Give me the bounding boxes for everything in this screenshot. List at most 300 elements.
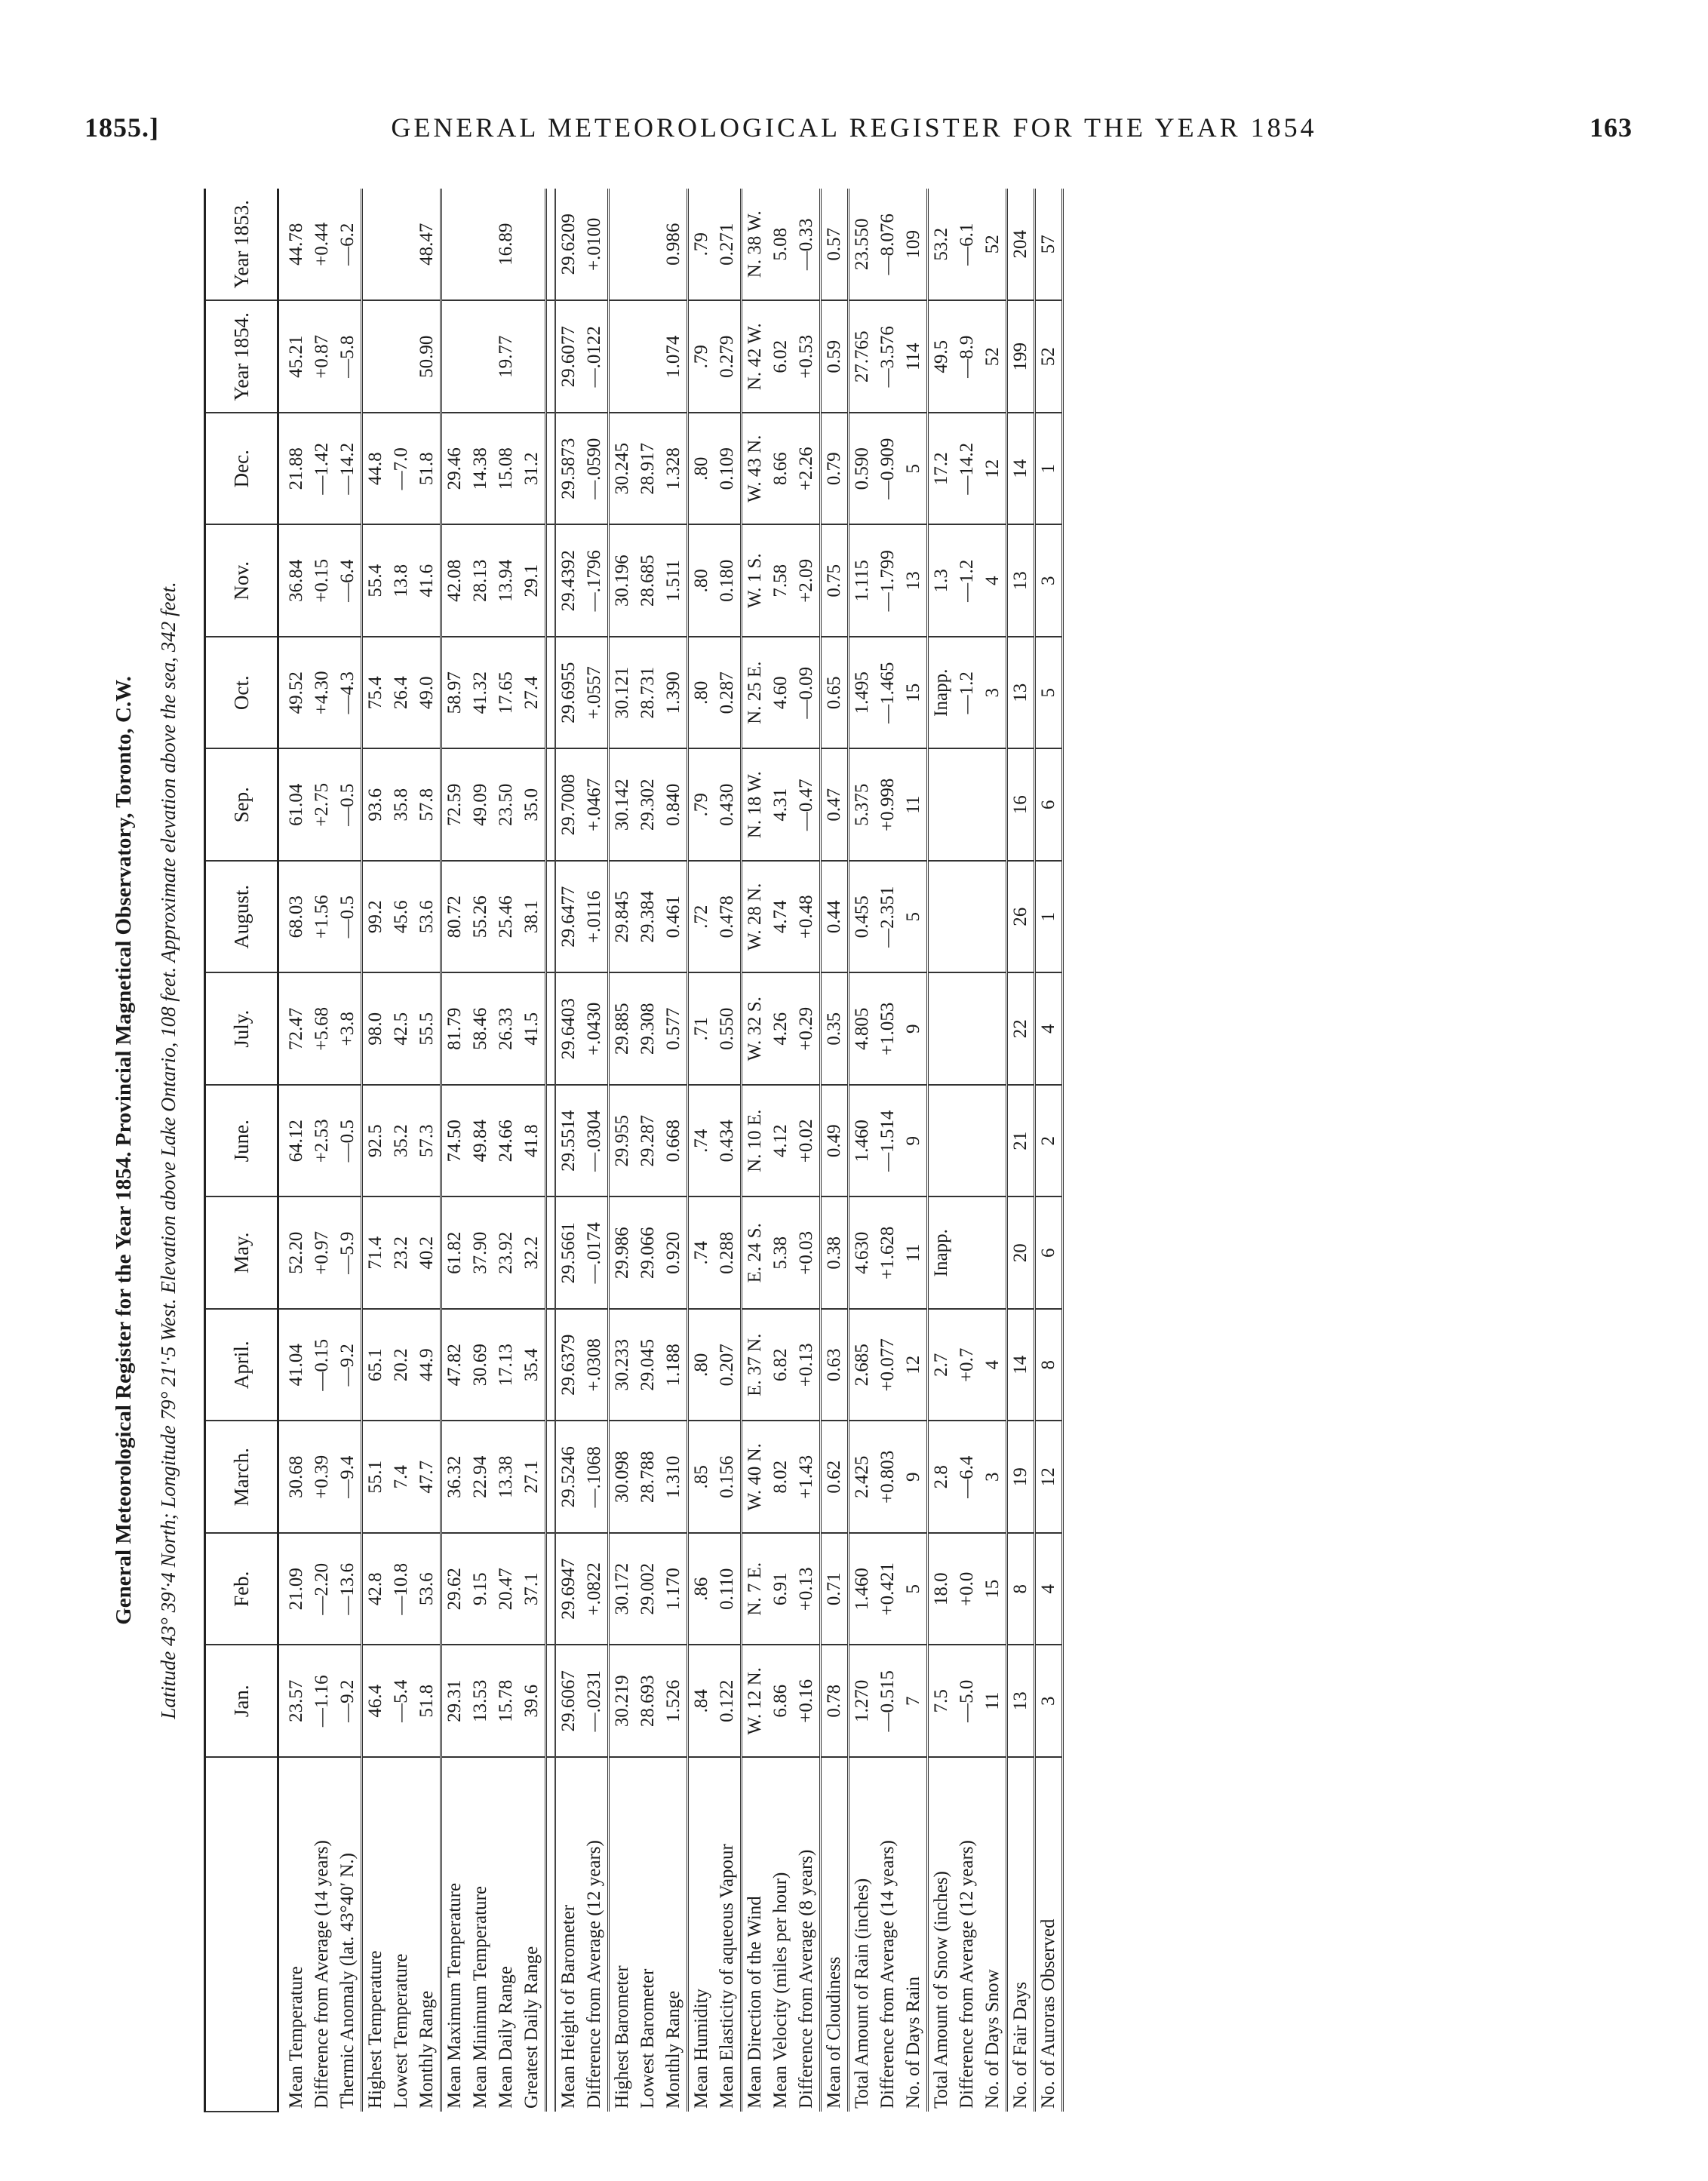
table-cell: W. 12 N. — [742, 1645, 769, 1758]
table-cell: 53.6 — [414, 1533, 441, 1645]
table-cell: —.1068 — [582, 1421, 609, 1534]
column-header: Oct. — [205, 637, 278, 749]
table-cell: 81.79 — [441, 973, 468, 1086]
table-cell: 13.8 — [389, 525, 414, 637]
table-cell: 4.805 — [849, 973, 876, 1086]
table-cell — [546, 1309, 556, 1421]
table-row — [546, 189, 556, 2112]
table-cell: +.0100 — [582, 189, 609, 301]
table-cell: 49.84 — [468, 1085, 493, 1197]
table-cell: 6 — [1035, 1197, 1063, 1310]
table-cell: .79 — [688, 301, 715, 413]
table-cell: .80 — [688, 1309, 715, 1421]
table-cell: 17.2 — [928, 413, 955, 525]
table-cell: 29.6067 — [555, 1645, 582, 1758]
table-cell: 8 — [1007, 1533, 1035, 1645]
table-cell: 16 — [1007, 749, 1035, 862]
table-cell: 109 — [901, 189, 928, 301]
table-cell: 5.38 — [768, 1197, 794, 1310]
table-cell: 3 — [980, 637, 1007, 749]
table-cell: 35.8 — [389, 749, 414, 862]
table-cell: +.0116 — [582, 861, 609, 973]
table-cell: 57 — [1035, 189, 1063, 301]
table-cell — [980, 1197, 1007, 1310]
table-cell: 7.58 — [768, 525, 794, 637]
table-cell: 1.170 — [661, 1533, 688, 1645]
table-cell: 15.78 — [493, 1645, 519, 1758]
column-header-label — [205, 1757, 278, 2112]
table-cell: 16.89 — [493, 189, 519, 301]
table-cell: 18.0 — [928, 1533, 955, 1645]
table-cell: +.0822 — [582, 1533, 609, 1645]
table-cell: 22 — [1007, 973, 1035, 1086]
table-cell: 11 — [980, 1645, 1007, 1758]
table-cell: —0.515 — [875, 1645, 901, 1758]
table-cell — [546, 1645, 556, 1758]
table-cell: .84 — [688, 1645, 715, 1758]
table-cell: 30.219 — [609, 1645, 636, 1758]
row-label: Mean Humidity — [691, 1988, 711, 2109]
register-body — [278, 189, 1063, 2112]
table-cell: 0.287 — [714, 637, 742, 749]
table-cell: —14.2 — [335, 413, 362, 525]
table-cell: 1.390 — [661, 637, 688, 749]
table-row — [609, 189, 636, 2112]
table-cell: +0.803 — [875, 1421, 901, 1534]
row-label: Mean Velocity (miles per hour) — [770, 1872, 791, 2109]
table-cell: —1.799 — [875, 525, 901, 637]
table-row — [519, 189, 546, 2112]
table-cell: +1.56 — [309, 861, 335, 973]
table-cell: +0.7 — [954, 1309, 980, 1421]
table-cell: 26.4 — [389, 637, 414, 749]
table-cell — [546, 1085, 556, 1197]
table-cell: 0.109 — [714, 413, 742, 525]
table-cell: 19.77 — [493, 301, 519, 413]
table-cell: 55.1 — [362, 1421, 389, 1534]
table-cell: .80 — [688, 637, 715, 749]
table-cell: 0.207 — [714, 1309, 742, 1421]
table-cell: 28.693 — [635, 1645, 661, 1758]
table-row — [635, 189, 661, 2112]
table-cell: Inapp. — [928, 637, 955, 749]
table-cell: 20.47 — [493, 1533, 519, 1645]
table-cell: 58.97 — [441, 637, 468, 749]
table-row — [901, 189, 928, 2112]
table-cell: 0.62 — [821, 1421, 849, 1534]
table-row — [441, 189, 468, 2112]
table-cell: +.0308 — [582, 1309, 609, 1421]
table-cell — [928, 861, 955, 973]
table-cell: 0.434 — [714, 1085, 742, 1197]
table-cell: 57.8 — [414, 749, 441, 862]
table-cell: 1 — [1035, 413, 1063, 525]
table-cell — [441, 189, 468, 301]
table-cell: 80.72 — [441, 861, 468, 973]
table-cell: —7.0 — [389, 413, 414, 525]
row-label: Total Amount of Snow (inches) — [931, 1871, 951, 2109]
table-cell: .86 — [688, 1533, 715, 1645]
table-cell: 42.08 — [441, 525, 468, 637]
table-cell: 52 — [980, 301, 1007, 413]
table-cell: 17.13 — [493, 1309, 519, 1421]
table-cell: 23.550 — [849, 189, 876, 301]
table-cell: 2 — [1035, 1085, 1063, 1197]
table-cell: W. 28 N. — [742, 861, 769, 973]
table-cell: —0.15 — [309, 1309, 335, 1421]
table-cell: 4 — [1035, 973, 1063, 1086]
table-cell: 29.986 — [609, 1197, 636, 1310]
table-cell: 29.46 — [441, 413, 468, 525]
table-cell: 6.02 — [768, 301, 794, 413]
table-cell: —6.4 — [954, 1421, 980, 1534]
table-cell: +0.53 — [794, 301, 821, 413]
table-cell: 4.31 — [768, 749, 794, 862]
table-cell: 29.885 — [609, 973, 636, 1086]
table-cell: —1.42 — [309, 413, 335, 525]
table-cell: 1.310 — [661, 1421, 688, 1534]
table-cell: 28.13 — [468, 525, 493, 637]
table-cell: 51.8 — [414, 413, 441, 525]
table-cell: 12 — [901, 1309, 928, 1421]
table-cell: 3 — [1035, 525, 1063, 637]
table-cell — [928, 749, 955, 862]
register-table — [204, 189, 1064, 2112]
table-cell: 38.1 — [519, 861, 546, 973]
table-cell: —.0590 — [582, 413, 609, 525]
row-label: Lowest Barometer — [637, 1968, 658, 2109]
table-cell: 50.90 — [414, 301, 441, 413]
row-label: No. of Auroras Observed — [1035, 1757, 1063, 2112]
table-cell — [609, 301, 636, 413]
table-cell: 0.59 — [821, 301, 849, 413]
table-row — [309, 189, 335, 2112]
table-cell: 26 — [1007, 861, 1035, 973]
table-cell: .80 — [688, 525, 715, 637]
table-cell: 29.4392 — [555, 525, 582, 637]
table-cell: 29.31 — [441, 1645, 468, 1758]
table-cell — [546, 1197, 556, 1310]
table-cell: 0.57 — [821, 189, 849, 301]
table-cell — [546, 413, 556, 525]
table-cell: 0.430 — [714, 749, 742, 862]
row-label: Mean Elasticity of aqueous Vapour — [714, 1757, 742, 2112]
table-cell: +0.39 — [309, 1421, 335, 1534]
table-cell: 8.02 — [768, 1421, 794, 1534]
table-cell: 0.156 — [714, 1421, 742, 1534]
table-cell: 13.94 — [493, 525, 519, 637]
table-cell: 12 — [1035, 1421, 1063, 1534]
column-header: April. — [205, 1309, 278, 1421]
table-cell: 37.1 — [519, 1533, 546, 1645]
table-row — [468, 189, 493, 2112]
table-cell: —4.3 — [335, 637, 362, 749]
table-cell: —5.9 — [335, 1197, 362, 1310]
table-cell: 27.1 — [519, 1421, 546, 1534]
table-cell — [389, 301, 414, 413]
table-cell: 13.38 — [493, 1421, 519, 1534]
table-cell — [546, 1533, 556, 1645]
row-label: Thermic Anomaly (lat. 43°40′ N.) — [335, 1757, 362, 2112]
table-cell: —6.1 — [954, 189, 980, 301]
row-label: Greatest Daily Range — [519, 1757, 546, 2112]
table-cell: 3 — [980, 1421, 1007, 1534]
table-cell: 26.33 — [493, 973, 519, 1086]
row-label: Mean Daily Range — [496, 1966, 516, 2109]
table-cell: 29.7008 — [555, 749, 582, 862]
table-cell: 17.65 — [493, 637, 519, 749]
table-cell: W. 40 N. — [742, 1421, 769, 1534]
table-cell: 29.384 — [635, 861, 661, 973]
table-cell: 29.066 — [635, 1197, 661, 1310]
table-cell — [980, 861, 1007, 973]
table-cell: 92.5 — [362, 1085, 389, 1197]
table-cell: 30.196 — [609, 525, 636, 637]
table-cell: .85 — [688, 1421, 715, 1534]
table-cell: 0.110 — [714, 1533, 742, 1645]
table-cell: 68.03 — [278, 861, 310, 973]
rotated-register — [98, 181, 1607, 2120]
table-cell: 40.2 — [414, 1197, 441, 1310]
table-cell: W. 1 S. — [742, 525, 769, 637]
column-header: March. — [205, 1421, 278, 1534]
table-cell: +0.16 — [794, 1645, 821, 1758]
table-cell: 27.765 — [849, 301, 876, 413]
table-cell: E. 24 S. — [742, 1197, 769, 1310]
table-cell: 29.045 — [635, 1309, 661, 1421]
table-cell: 25.46 — [493, 861, 519, 973]
table-cell: 29.6947 — [555, 1533, 582, 1645]
table-cell: —6.2 — [335, 189, 362, 301]
table-cell: 21.09 — [278, 1533, 310, 1645]
table-cell: 29.955 — [609, 1085, 636, 1197]
table-cell: 5 — [1035, 637, 1063, 749]
table-cell: 30.172 — [609, 1533, 636, 1645]
table-cell: 0.71 — [821, 1533, 849, 1645]
table-cell: 4.26 — [768, 973, 794, 1086]
table-cell: 49.52 — [278, 637, 310, 749]
table-cell: 9 — [901, 1421, 928, 1534]
register-title: General Meteorological Register for the Year 1854. Provincial Magnetical Observatory, Toronto, C.W. — [112, 676, 136, 1625]
table-cell — [468, 189, 493, 301]
table-cell: N. 10 E. — [742, 1085, 769, 1197]
table-cell: 36.84 — [278, 525, 310, 637]
table-cell: —5.4 — [389, 1645, 414, 1758]
table-cell: 4.74 — [768, 861, 794, 973]
table-cell — [635, 301, 661, 413]
row-label: Monthly Range — [661, 1757, 688, 2112]
table-row — [954, 189, 980, 2112]
table-cell: 6.82 — [768, 1309, 794, 1421]
header-left: 1855.] — [84, 112, 159, 143]
table-cell: +1.43 — [794, 1421, 821, 1534]
table-cell: —1.16 — [309, 1645, 335, 1758]
table-cell: +0.87 — [309, 301, 335, 413]
table-cell: +.0467 — [582, 749, 609, 862]
table-cell — [441, 301, 468, 413]
table-cell: 0.478 — [714, 861, 742, 973]
table-cell: .72 — [688, 861, 715, 973]
table-cell: +0.077 — [875, 1309, 901, 1421]
table-cell: 29.6477 — [555, 861, 582, 973]
table-cell: 49.09 — [468, 749, 493, 862]
table-cell: 0.840 — [661, 749, 688, 862]
column-header: July. — [205, 973, 278, 1086]
table-cell: 39.6 — [519, 1645, 546, 1758]
table-cell: .71 — [688, 973, 715, 1086]
table-cell: 20.2 — [389, 1309, 414, 1421]
table-cell: 61.04 — [278, 749, 310, 862]
row-label: No. of Days Snow — [980, 1757, 1007, 2112]
table-cell: —.0122 — [582, 301, 609, 413]
table-cell: 29.308 — [635, 973, 661, 1086]
table-cell: N. 7 E. — [742, 1533, 769, 1645]
column-header: May. — [205, 1197, 278, 1310]
table-cell: 42.8 — [362, 1533, 389, 1645]
table-cell: 11 — [901, 1197, 928, 1310]
table-cell: 0.63 — [821, 1309, 849, 1421]
table-row — [980, 189, 1007, 2112]
table-cell: N. 18 W. — [742, 749, 769, 862]
table-cell: 13 — [901, 525, 928, 637]
column-header: Jan. — [205, 1645, 278, 1758]
table-cell: —0.5 — [335, 749, 362, 862]
table-cell — [362, 189, 389, 301]
table-cell: 1.460 — [849, 1085, 876, 1197]
table-row — [582, 189, 609, 2112]
table-cell: 28.917 — [635, 413, 661, 525]
column-header: Year 1853. — [205, 189, 278, 301]
table-row — [742, 189, 769, 2112]
row-label: Difference from Average (12 years) — [582, 1757, 609, 2112]
table-cell: 64.12 — [278, 1085, 310, 1197]
table-cell: 99.2 — [362, 861, 389, 973]
table-cell: —1.2 — [954, 637, 980, 749]
table-cell: —.0174 — [582, 1197, 609, 1310]
table-cell: 9.15 — [468, 1533, 493, 1645]
table-cell: 41.8 — [519, 1085, 546, 1197]
table-row — [362, 189, 389, 2112]
table-cell: 5.375 — [849, 749, 876, 862]
table-row — [794, 189, 821, 2112]
table-cell: 28.731 — [635, 637, 661, 749]
table-cell: 58.46 — [468, 973, 493, 1086]
table-cell: 53.6 — [414, 861, 441, 973]
table-cell: 23.92 — [493, 1197, 519, 1310]
table-cell: 55.5 — [414, 973, 441, 1086]
table-cell: 0.279 — [714, 301, 742, 413]
table-cell: 24.66 — [493, 1085, 519, 1197]
table-cell — [546, 1421, 556, 1534]
table-row — [389, 189, 414, 2112]
table-cell: —.0304 — [582, 1085, 609, 1197]
table-cell — [519, 301, 546, 413]
table-cell: 30.121 — [609, 637, 636, 749]
table-cell — [954, 973, 980, 1086]
row-label: Difference from Average (14 years) — [877, 1840, 898, 2109]
table-cell: 13 — [1007, 637, 1035, 749]
table-cell: N. 42 W. — [742, 301, 769, 413]
table-cell: 1.328 — [661, 413, 688, 525]
table-cell: 14.38 — [468, 413, 493, 525]
table-row — [849, 189, 876, 2112]
table-cell: 9 — [901, 1085, 928, 1197]
table-cell: 41.04 — [278, 1309, 310, 1421]
table-cell: 41.6 — [414, 525, 441, 637]
row-label: Difference from Average (14 years) — [312, 1840, 332, 2109]
table-cell: 0.122 — [714, 1645, 742, 1758]
table-cell: +2.26 — [794, 413, 821, 525]
table-cell: 23.50 — [493, 749, 519, 862]
table-cell: 52 — [980, 189, 1007, 301]
table-cell: 204 — [1007, 189, 1035, 301]
table-cell — [546, 637, 556, 749]
table-cell: —2.351 — [875, 861, 901, 973]
table-cell — [519, 189, 546, 301]
table-cell: —8.076 — [875, 189, 901, 301]
table-cell: 0.455 — [849, 861, 876, 973]
table-cell: 71.4 — [362, 1197, 389, 1310]
table-cell: 35.2 — [389, 1085, 414, 1197]
table-cell: 29.5661 — [555, 1197, 582, 1310]
table-cell: 49.0 — [414, 637, 441, 749]
table-cell: 29.002 — [635, 1533, 661, 1645]
table-cell: —9.2 — [335, 1309, 362, 1421]
table-cell — [546, 189, 556, 301]
table-cell: 6.86 — [768, 1645, 794, 1758]
table-cell: W. 43 N. — [742, 413, 769, 525]
table-cell: 45.6 — [389, 861, 414, 973]
table-cell: 0.78 — [821, 1645, 849, 1758]
table-cell: 74.50 — [441, 1085, 468, 1197]
table-cell: +2.75 — [309, 749, 335, 862]
table-cell: 32.2 — [519, 1197, 546, 1310]
table-cell: 1.074 — [661, 301, 688, 413]
table-cell: 4.12 — [768, 1085, 794, 1197]
table-cell — [954, 1197, 980, 1310]
table-cell: 72.47 — [278, 973, 310, 1086]
table-cell: +3.8 — [335, 973, 362, 1086]
table-cell: 0.288 — [714, 1197, 742, 1310]
table-row — [414, 189, 441, 2112]
table-cell: 13 — [1007, 1645, 1035, 1758]
table-cell: 20 — [1007, 1197, 1035, 1310]
table-cell: 30.098 — [609, 1421, 636, 1534]
column-header: August. — [205, 861, 278, 973]
table-cell: 6.91 — [768, 1533, 794, 1645]
table-row — [688, 189, 715, 2112]
table-cell: 4.630 — [849, 1197, 876, 1310]
table-cell: 44.8 — [362, 413, 389, 525]
table-cell: 48.47 — [414, 189, 441, 301]
table-cell: 22.94 — [468, 1421, 493, 1534]
table-cell: 29.5873 — [555, 413, 582, 525]
column-header: Nov. — [205, 525, 278, 637]
table-cell: 42.5 — [389, 973, 414, 1086]
table-cell: 31.2 — [519, 413, 546, 525]
table-cell: +0.48 — [794, 861, 821, 973]
table-cell: —3.576 — [875, 301, 901, 413]
table-cell — [546, 749, 556, 862]
table-cell: 49.5 — [928, 301, 955, 413]
table-cell: 15 — [980, 1533, 1007, 1645]
header-row — [205, 189, 278, 2112]
table-cell: 46.4 — [362, 1645, 389, 1758]
table-cell: +0.29 — [794, 973, 821, 1086]
table-cell: +5.68 — [309, 973, 335, 1086]
table-row — [821, 189, 849, 2112]
table-cell: 47.7 — [414, 1421, 441, 1534]
